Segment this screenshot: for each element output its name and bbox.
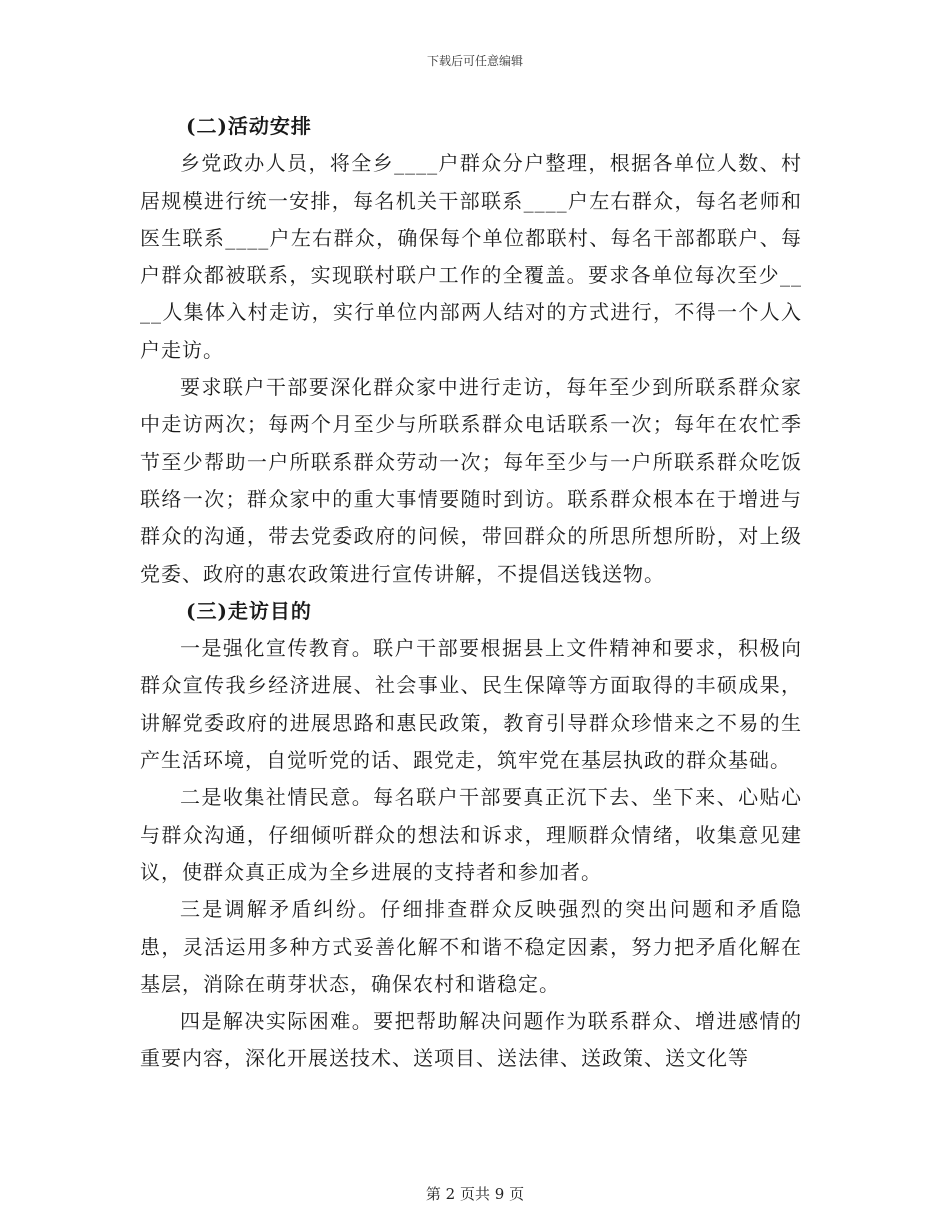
paragraph: 一是强化宣传教育。联户干部要根据县上文件精神和要求，积极向群众宣传我乡经济进展、社会事业、民生保障等方面取得的丰硕成果，讲解党委政府的进展思路和惠民政策，教育引导群众珍惜来之不易的生产生活环境，自觉听党的话、跟党走，筑牢党在基层执政的群众基础。 (140, 636, 802, 773)
paragraph: 乡党政办人员，将全乡____户群众分户整理，根据各单位人数、村居规模进行统一安排，每名机关干部联系____户左右群众，每名老师和医生联系____户左右群众，确保每个单位都联村、每名干部都联户、每户群众都被联系，实现联村联户工作的全覆盖。要求各单位每次至少____人集体入村走访，实行单位内部两人结对的方式进行，不得一个人入户走访。 (140, 151, 802, 362)
section-heading-visit-purpose: (三)走访目的 (186, 598, 312, 623)
paragraph: 要求联户干部要深化群众家中进行走访，每年至少到所联系群众家中走访两次；每两个月至少与所联系群众电话联系一次；每年在农忙季节至少帮助一户所联系群众劳动一次；每年至少与一户所联系群众吃饭联络一次；群众家中的重大事情要随时到访。联系群众根本在于增进与群众的沟通，带去党委政府的问候，带回群众的所思所想所盼，对上级党委、政府的惠农政策进行宣传讲解，不提倡送钱送物。 (140, 375, 802, 586)
page-footer: 第 2 页共 9 页 (425, 1185, 525, 1203)
paragraph: 三是调解矛盾纠纷。仔细排查群众反映强烈的突出问题和矛盾隐患，灵活运用多种方式妥善化解不和谐不稳定因素，努力把矛盾化解在基层，消除在萌芽状态，确保农村和谐稳定。 (140, 897, 802, 996)
document-body (140, 108, 802, 1078)
paragraph: 四是解决实际困难。要把帮助解决问题作为联系群众、增进感情的重要内容，深化开展送技术、送项目、送法律、送政策、送文化等 (140, 1009, 802, 1071)
paragraph: 二是收集社情民意。每名联户干部要真正沉下去、坐下来、心贴心与群众沟通，仔细倾听群众的想法和诉求，理顺群众情绪，收集意见建议，使群众真正成为全乡进展的支持者和参加者。 (140, 785, 802, 884)
section-heading-activity-arrangement: (二)活动安排 (186, 114, 312, 138)
page-header: 下载后可任意编辑 (426, 54, 523, 68)
